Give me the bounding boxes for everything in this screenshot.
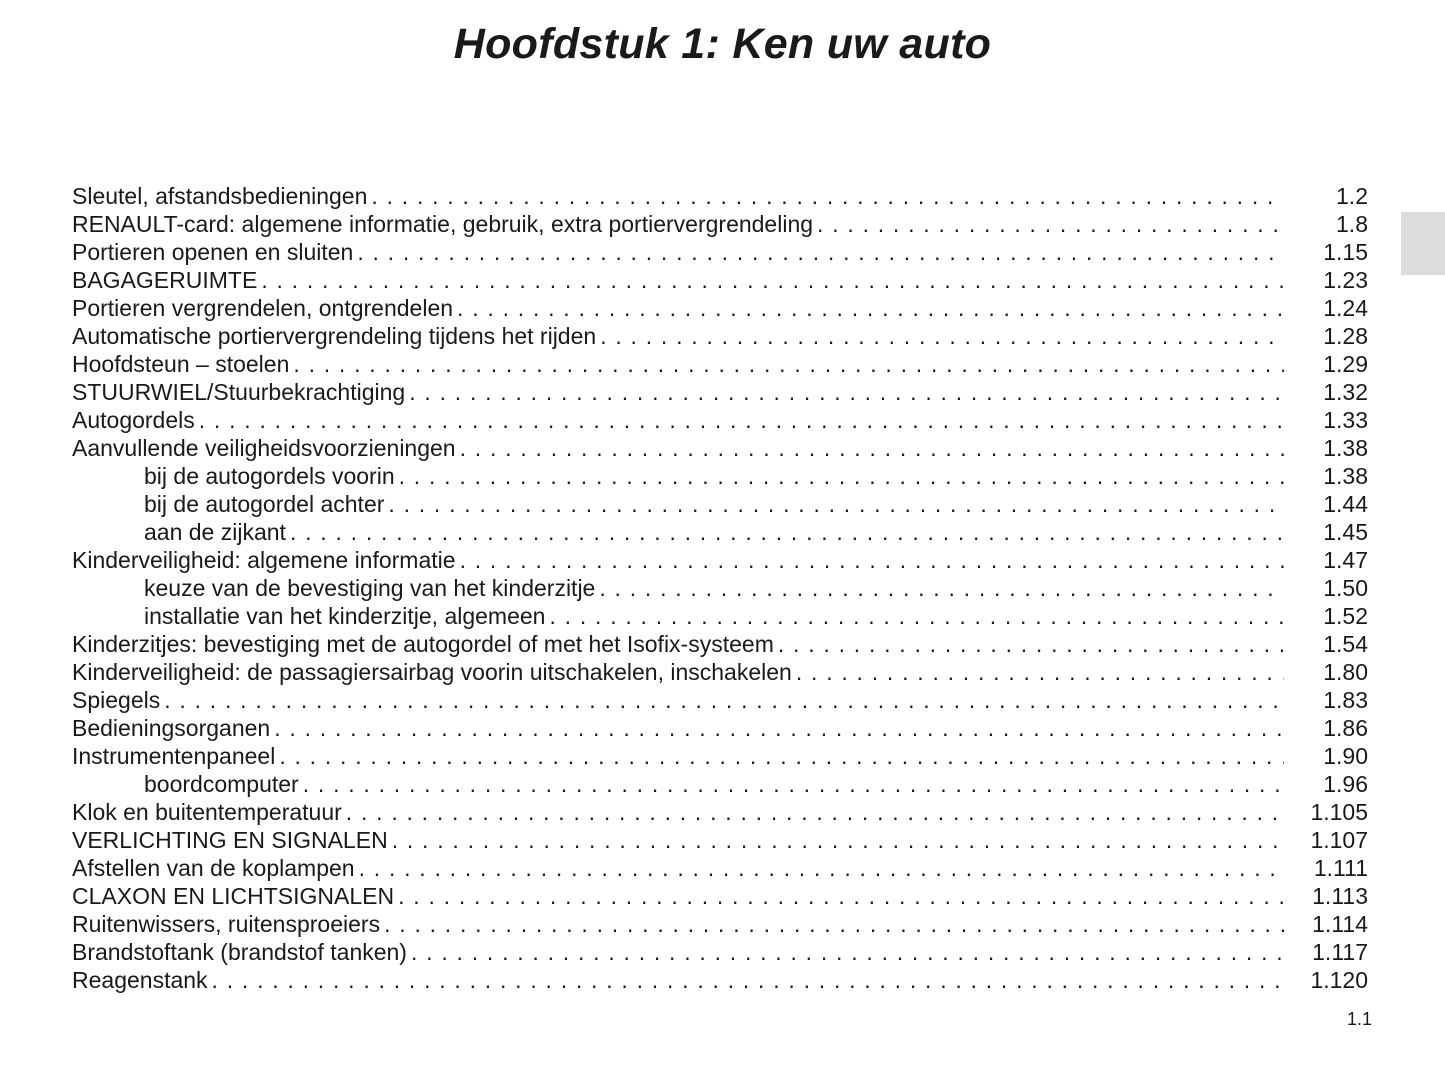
toc-entry-label: Klok en buitentemperatuur [72,799,342,825]
toc-entry-label: Spiegels [72,687,161,713]
toc-entry[interactable] [72,714,1368,742]
toc-entry-label: Afstellen van de koplampen [72,855,355,881]
chapter-title: Hoofdstuk 1: Ken uw auto [453,20,992,68]
toc-entry[interactable] [72,434,1368,462]
toc-entry-label: aan de zijkant [144,519,286,545]
toc-entry[interactable] [72,798,1368,826]
toc-entry[interactable] [72,854,1368,882]
toc-dot-leader [813,210,1302,238]
toc-entry-page: 1.15 [1323,239,1368,265]
toc-entry[interactable] [72,938,1368,966]
toc-entry-label: STUURWIEL/Stuurbekrachtiging [72,379,406,405]
toc-entry[interactable] [72,630,1368,658]
toc-dot-leader [456,546,1302,574]
page-number: 1.1 [1346,1009,1372,1029]
toc-entry-label: Ruitenwissers, ruitensproeiers [72,911,381,937]
toc-dot-leader [596,322,1302,350]
toc-entry-page: 1.120 [1310,967,1368,993]
toc-entry[interactable] [72,490,1368,518]
toc-dot-leader [456,434,1302,462]
toc-entry[interactable] [72,658,1368,686]
toc-dot-leader [342,798,1302,826]
toc-dot-leader [384,490,1302,518]
toc-entry-label: Kinderveiligheid: de passagiersairbag voorin uitschakelen, inschakelen [72,659,792,685]
toc-entry-page: 1.96 [1323,771,1368,797]
toc-entry[interactable] [72,518,1368,546]
toc-entry-page: 1.23 [1323,267,1368,293]
toc-dot-leader [160,686,1302,714]
toc-dot-leader [195,406,1302,434]
toc-entry-label: BAGAGERUIMTE [72,267,258,293]
toc-entry-page: 1.54 [1323,631,1368,657]
toc-entry-label: Kinderzitjes: bevestiging met de autogordel of met het Isofix-systeem [72,631,774,657]
table-of-contents [72,182,1368,994]
toc-dot-leader [208,966,1302,994]
toc-entry-page: 1.2 [1336,183,1368,209]
toc-entry-page: 1.32 [1323,379,1368,405]
toc-entry-label: Sleutel, afstandsbedieningen [72,183,368,209]
toc-entry[interactable] [72,210,1368,238]
toc-entry-page: 1.105 [1310,799,1368,825]
toc-entry-page: 1.24 [1323,295,1368,321]
toc-dot-leader [394,882,1302,910]
toc-entry-page: 1.52 [1323,603,1368,629]
toc-entry-label: bij de autogordels voorin [144,463,395,489]
toc-dot-leader [367,182,1302,210]
toc-entry-label: Automatische portiervergrendeling tijdens het rijden [72,323,597,349]
toc-entry-page: 1.90 [1323,743,1368,769]
toc-dot-leader [275,742,1302,770]
toc-entry-label: Autogordels [72,407,195,433]
toc-entry-label: Brandstoftank (brandstof tanken) [72,939,407,965]
toc-entry-page: 1.113 [1312,883,1368,909]
toc-entry[interactable] [72,350,1368,378]
toc-entry-label: boordcomputer [144,771,299,797]
toc-dot-leader [545,602,1302,630]
chapter-tab-marker [1401,212,1445,275]
toc-dot-leader [355,854,1302,882]
toc-entry[interactable] [72,238,1368,266]
toc-entry-label: Portieren vergrendelen, ontgrendelen [72,295,454,321]
toc-entry-page: 1.38 [1323,463,1368,489]
toc-entry-page: 1.28 [1323,323,1368,349]
toc-entry-page: 1.111 [1313,855,1368,881]
toc-entry-label: VERLICHTING EN SIGNALEN [72,827,388,853]
toc-entry-label: Portieren openen en sluiten [72,239,354,265]
toc-entry-page: 1.80 [1323,659,1368,685]
toc-entry[interactable] [72,602,1368,630]
toc-entry[interactable] [72,546,1368,574]
toc-entry-label: bij de autogordel achter [144,491,385,517]
toc-entry-label: Kinderveiligheid: algemene informatie [72,547,456,573]
toc-entry-label: Instrumentenpaneel [72,743,276,769]
toc-entry-label: RENAULT-card: algemene informatie, gebruik, extra portiervergrendeling [72,211,814,237]
toc-dot-leader [257,266,1302,294]
toc-entry-page: 1.117 [1312,939,1368,965]
toc-entry-page: 1.83 [1323,687,1368,713]
toc-entry-page: 1.107 [1310,827,1368,853]
toc-dot-leader [395,462,1302,490]
toc-entry[interactable] [72,770,1368,798]
toc-entry-label: Aanvullende veiligheidsvoorzieningen [72,435,456,461]
toc-dot-leader [453,294,1302,322]
toc-entry[interactable] [72,294,1368,322]
toc-entry[interactable] [72,910,1368,938]
toc-dot-leader [353,238,1302,266]
toc-entry-page: 1.44 [1323,491,1368,517]
toc-entry-page: 1.29 [1323,351,1368,377]
toc-dot-leader [388,826,1302,854]
toc-entry-page: 1.47 [1323,547,1368,573]
toc-entry[interactable] [72,882,1368,910]
toc-entry-page: 1.45 [1323,519,1368,545]
toc-entry-label: Hoofdsteun – stoelen [72,351,290,377]
toc-dot-leader [270,714,1302,742]
toc-entry[interactable] [72,966,1368,994]
toc-entry-label: CLAXON EN LICHTSIGNALEN [72,883,395,909]
toc-entry[interactable] [72,266,1368,294]
toc-dot-leader [774,630,1302,658]
toc-dot-leader [405,378,1302,406]
toc-entry-label: Reagenstank [72,967,208,993]
toc-entry[interactable] [72,742,1368,770]
toc-dot-leader [286,518,1302,546]
toc-entry-label: keuze van de bevestiging van het kinderzitje [144,575,596,601]
toc-dot-leader [595,574,1302,602]
toc-entry[interactable] [72,182,1368,210]
toc-dot-leader [289,350,1302,378]
toc-entry-page: 1.50 [1323,575,1368,601]
toc-entry-label: Bedieningsorganen [72,715,271,741]
toc-entry[interactable] [72,462,1368,490]
toc-dot-leader [407,938,1302,966]
toc-entry-page: 1.38 [1323,435,1368,461]
toc-entry-label: installatie van het kinderzitje, algemeen [144,603,546,629]
toc-dot-leader [299,770,1302,798]
toc-entry-page: 1.86 [1323,715,1368,741]
toc-entry[interactable] [72,406,1368,434]
toc-entry-page: 1.33 [1323,407,1368,433]
toc-entry[interactable] [72,322,1368,350]
toc-entry[interactable] [72,378,1368,406]
toc-dot-leader [380,910,1302,938]
toc-entry[interactable] [72,574,1368,602]
toc-entry-page: 1.114 [1312,911,1368,937]
toc-entry-page: 1.8 [1336,211,1368,237]
toc-entry[interactable] [72,686,1368,714]
toc-entry[interactable] [72,826,1368,854]
toc-dot-leader [792,658,1302,686]
